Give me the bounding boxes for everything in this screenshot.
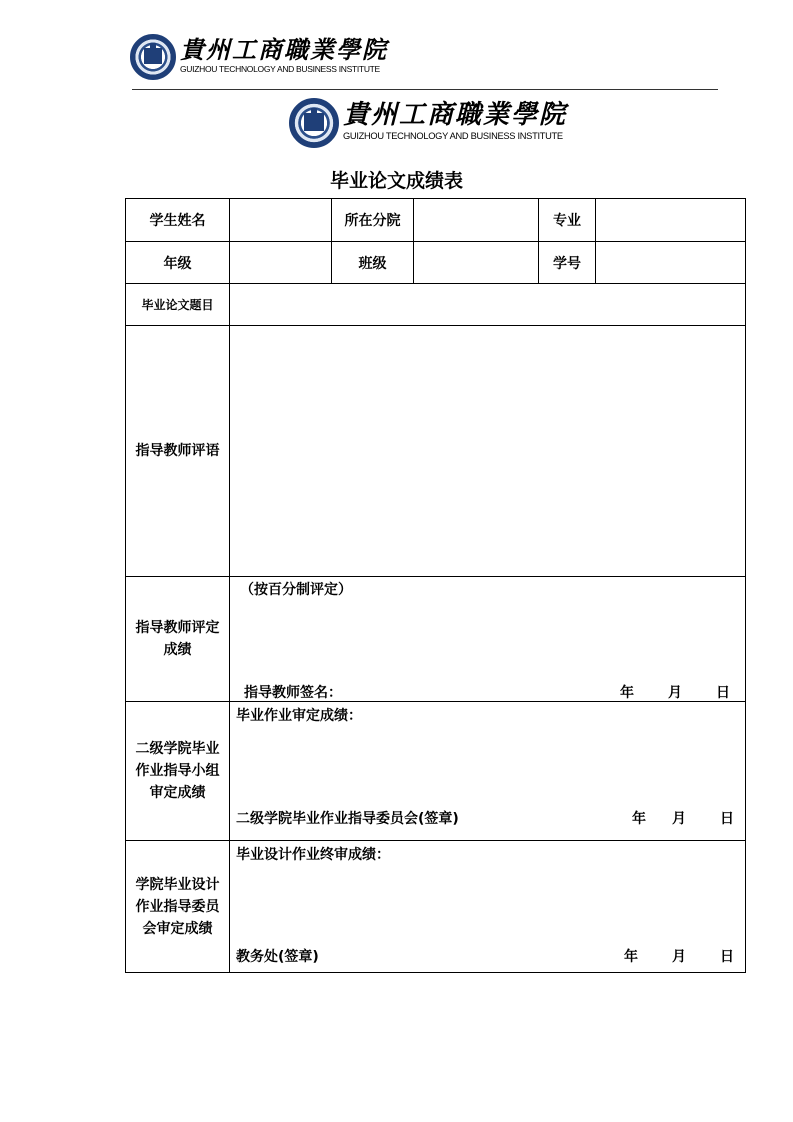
institute-grade-field[interactable]: [230, 841, 746, 973]
second-level-grade-label: 二级学院毕业作业指导小组审定成绩: [126, 702, 230, 841]
advisor-month-label: 月: [668, 685, 682, 701]
advisor-comments-label: 指导教师评语: [126, 326, 230, 577]
class-field[interactable]: [414, 242, 539, 284]
institute-signature: 教务处(签章): [236, 949, 319, 965]
student-name-label: 学生姓名: [126, 199, 230, 242]
advisor-grade-field[interactable]: [230, 577, 746, 702]
second-level-month-label: 月: [672, 811, 686, 827]
grade-label: 年级: [126, 242, 230, 284]
advisor-comments-field[interactable]: [230, 326, 746, 577]
major-label: 专业: [539, 199, 596, 242]
header-logo: [130, 34, 388, 80]
school-seal-icon: [130, 34, 176, 80]
header-divider: [132, 89, 718, 90]
advisor-grade-note: （按百分制评定）: [240, 582, 352, 598]
major-field[interactable]: [596, 199, 746, 242]
second-level-signature: 二级学院毕业作业指导委员会(签章): [236, 811, 459, 827]
advisor-signature-label: 指导教师签名：: [244, 685, 342, 701]
class-label: 班级: [332, 242, 414, 284]
second-level-day-label: 日: [720, 811, 734, 827]
thesis-title-label: 毕业论文题目: [126, 284, 230, 326]
advisor-grade-label: 指导教师评定成绩: [126, 577, 230, 702]
institute-month-label: 月: [672, 949, 686, 965]
thesis-title-field[interactable]: [230, 284, 746, 326]
second-level-grade-field[interactable]: [230, 702, 746, 841]
second-level-heading: 毕业作业审定成绩：: [236, 708, 362, 724]
grade-form-table: [125, 198, 746, 973]
center-logo: [289, 98, 567, 148]
student-id-label: 学号: [539, 242, 596, 284]
advisor-day-label: 日: [716, 685, 730, 701]
student-id-field[interactable]: [596, 242, 746, 284]
grade-field[interactable]: [230, 242, 332, 284]
advisor-year-label: 年: [620, 685, 634, 701]
school-name-cn: 貴州工商職業學院: [343, 100, 568, 130]
school-name-cn: 貴州工商職業學院: [180, 35, 388, 64]
second-level-year-label: 年: [632, 811, 646, 827]
institute-day-label: 日: [720, 949, 734, 965]
college-label: 所在分院: [332, 199, 414, 242]
college-field[interactable]: [414, 199, 539, 242]
institute-heading: 毕业设计作业终审成绩：: [236, 847, 390, 863]
school-seal-icon: [289, 98, 339, 148]
school-name-en: GUIZHOU TECHNOLOGY AND BUSINESS INSTITUTE: [180, 64, 380, 74]
institute-grade-label: 学院毕业设计作业指导委员会审定成绩: [126, 841, 230, 973]
student-name-field[interactable]: [230, 199, 332, 242]
school-name-en: GUIZHOU TECHNOLOGY AND BUSINESS INSTITUTE: [343, 131, 563, 141]
page-title: 毕业论文成绩表: [329, 170, 463, 192]
institute-year-label: 年: [624, 949, 638, 965]
